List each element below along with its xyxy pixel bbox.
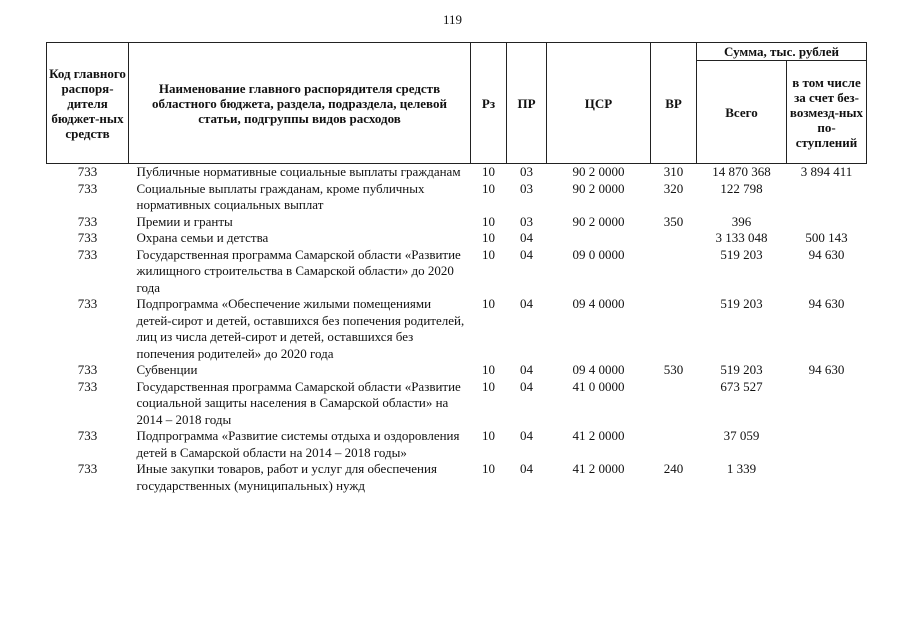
cell-pr: 03 (520, 164, 533, 179)
cell-pr: 03 (520, 213, 533, 229)
cell-total: 37 059 (723, 428, 760, 443)
header-pr: ПР (507, 43, 547, 164)
cell-name: Подпрограмма «Развитие системы отдыха и оздоровления детей в Самарской области на 2014 – 2018 годы» (136, 428, 460, 460)
cell-csr: 90 2 0000 (572, 180, 625, 196)
table-row (47, 247, 867, 297)
header-vr: ВР (651, 43, 697, 164)
cell-free (787, 428, 867, 461)
cell-code: 733 (77, 362, 98, 377)
cell-name: Государственная программа Самарской области «Развитие жилищного строительства в Самарской области» до 2020 года (136, 246, 461, 295)
page-number: 119 (442, 12, 463, 27)
cell-code: 733 (77, 230, 98, 245)
cell-total: 122 798 (720, 180, 763, 196)
cell-csr: 41 2 0000 (572, 428, 625, 443)
cell-code: 733 (77, 164, 98, 179)
cell-csr: 09 4 0000 (572, 362, 625, 377)
cell-csr: 09 0 0000 (572, 246, 625, 262)
cell-vr (651, 379, 697, 429)
table-row (47, 181, 867, 214)
cell-free: 94 630 (808, 362, 845, 377)
cell-name: Подпрограмма «Обеспечение жилыми помещениями детей-сирот и детей, оставшихся без попечения родителей, лиц из числа детей-сирот и детей, оставшихся без попечения родителей» до 2020 года (136, 296, 465, 361)
cell-vr (651, 247, 697, 297)
budget-table (46, 42, 867, 494)
table-row (47, 214, 867, 231)
cell-vr: 320 (663, 180, 684, 196)
cell-pr: 03 (520, 180, 533, 196)
header-csr: ЦСР (547, 43, 651, 164)
cell-rz: 10 (482, 428, 495, 443)
cell-pr: 04 (520, 246, 533, 262)
cell-vr (651, 428, 697, 461)
cell-total: 1 339 (726, 461, 757, 476)
table-row (47, 379, 867, 429)
cell-csr: 90 2 0000 (572, 213, 625, 229)
cell-name: Охрана семьи и детства (136, 230, 269, 245)
cell-vr: 240 (663, 461, 684, 476)
cell-free: 94 630 (808, 296, 845, 311)
cell-pr: 04 (520, 428, 533, 443)
table-row (47, 164, 867, 181)
cell-name: Государственная программа Самарской области «Развитие социальной защиты населения в Самарской области» на 2014 – 2018 годы (136, 378, 461, 427)
cell-rz: 10 (482, 230, 495, 245)
header-rz: Рз (471, 43, 507, 164)
header-code: Код главного распоря-дителя бюджет-ных средств (47, 43, 129, 164)
cell-total: 673 527 (720, 378, 763, 394)
cell-code: 733 (77, 428, 98, 443)
cell-code: 733 (77, 213, 98, 229)
cell-vr: 310 (663, 164, 684, 179)
cell-code: 733 (77, 180, 98, 196)
cell-vr (651, 296, 697, 362)
cell-name: Субвенции (136, 362, 198, 377)
cell-code: 733 (77, 246, 98, 262)
cell-total: 519 203 (720, 246, 763, 262)
cell-total: 3 133 048 (715, 230, 768, 245)
cell-free (787, 379, 867, 429)
cell-rz: 10 (482, 362, 495, 377)
cell-free (787, 461, 867, 494)
cell-name: Премии и гранты (136, 213, 233, 229)
table-row (47, 296, 867, 362)
cell-total: 519 203 (720, 296, 763, 311)
cell-rz: 10 (482, 164, 495, 179)
cell-code: 733 (77, 461, 98, 476)
cell-vr: 530 (663, 362, 684, 377)
cell-rz: 10 (482, 213, 495, 229)
cell-rz: 10 (482, 296, 495, 311)
cell-code: 733 (77, 378, 98, 394)
header-total: Всего (697, 61, 787, 164)
cell-csr: 90 2 0000 (572, 164, 625, 179)
cell-free: 500 143 (805, 230, 848, 245)
cell-csr (547, 230, 651, 247)
cell-vr (651, 230, 697, 247)
cell-name: Иные закупки товаров, работ и услуг для обеспечения государственных (муниципальных) нужд (136, 461, 437, 493)
cell-pr: 04 (520, 296, 533, 311)
table-row (47, 461, 867, 494)
cell-csr: 41 0 0000 (572, 378, 625, 394)
cell-free (787, 214, 867, 231)
cell-pr: 04 (520, 362, 533, 377)
cell-free: 94 630 (808, 246, 845, 262)
header-name: Наименование главного распорядителя средств областного бюджета, раздела, подраздела, целевой статьи, подгруппы видов расходов (129, 43, 471, 164)
cell-name: Публичные нормативные социальные выплаты гражданам (136, 164, 461, 179)
table-row (47, 428, 867, 461)
cell-rz: 10 (482, 461, 495, 476)
cell-total: 396 (731, 213, 752, 229)
cell-rz: 10 (482, 180, 495, 196)
cell-rz: 10 (482, 378, 495, 394)
cell-free: 3 894 411 (800, 164, 853, 179)
cell-csr: 09 4 0000 (572, 296, 625, 311)
cell-pr: 04 (520, 461, 533, 476)
table-row (47, 362, 867, 379)
cell-total: 14 870 368 (712, 164, 771, 179)
cell-pr: 04 (520, 378, 533, 394)
cell-total: 519 203 (720, 362, 763, 377)
cell-csr: 41 2 0000 (572, 461, 625, 476)
header-sum: Сумма, тыс. рублей (697, 43, 867, 61)
cell-pr: 04 (520, 230, 533, 245)
cell-name: Социальные выплаты гражданам, кроме публичных нормативных социальных выплат (136, 180, 425, 212)
table-row (47, 230, 867, 247)
cell-free (787, 181, 867, 214)
cell-code: 733 (77, 296, 98, 311)
header-free: в том числе за счет без-возмезд-ных по-ступлений (787, 61, 867, 164)
cell-vr: 350 (663, 213, 684, 229)
cell-rz: 10 (482, 246, 495, 262)
